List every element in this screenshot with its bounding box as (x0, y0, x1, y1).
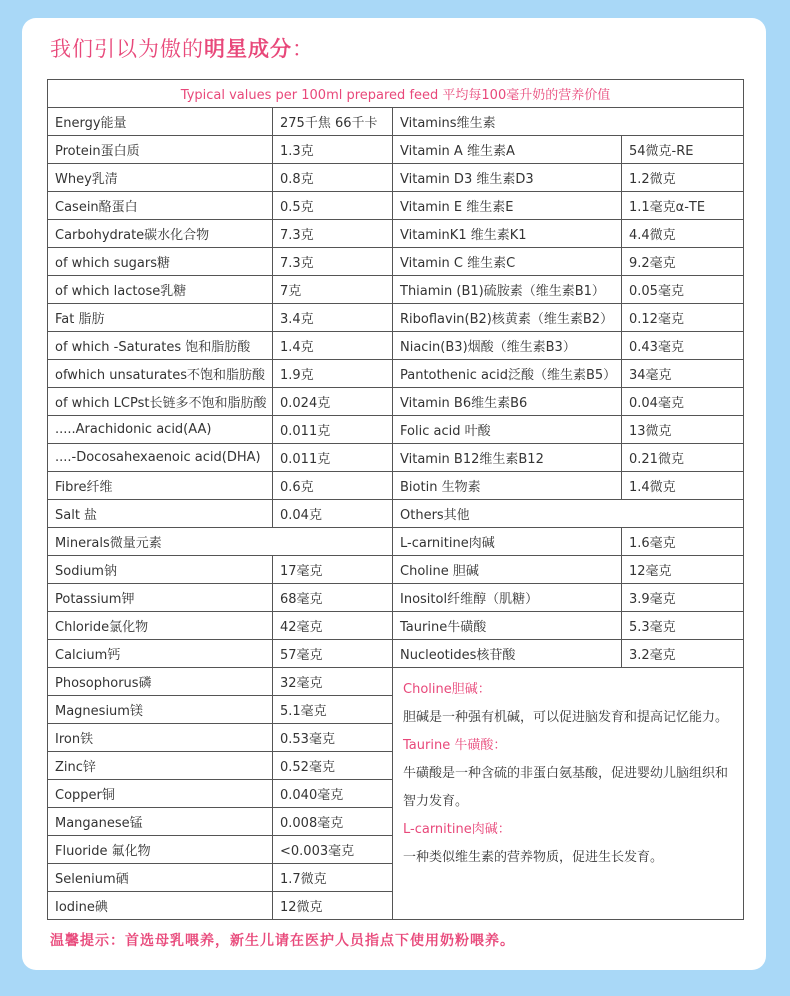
table-row (48, 500, 744, 528)
nutrient-value: 0.8克 (273, 164, 393, 192)
nutrient-value: 1.4克 (273, 332, 393, 360)
vitamin-value: 1.2微克 (622, 164, 744, 192)
table-row (48, 612, 744, 640)
mineral-label: Zinc锌 (48, 752, 273, 780)
vitamin-value: 9.2毫克 (622, 248, 744, 276)
other-value: 12毫克 (622, 556, 744, 584)
vitamin-value: 54微克-RE (622, 136, 744, 164)
mineral-value: 0.52毫克 (273, 752, 393, 780)
table-row (48, 192, 744, 220)
mineral-label: Chloride氯化物 (48, 612, 273, 640)
vitamin-label: Pantothenic acid泛酸（维生素B5） (393, 360, 622, 388)
mineral-value: 0.53毫克 (273, 724, 393, 752)
table-row (48, 164, 744, 192)
table-row (48, 640, 744, 668)
table-row (48, 528, 744, 556)
vitamin-value: 1.1毫克α-TE (622, 192, 744, 220)
table-row (48, 108, 744, 136)
vitamin-label: VitaminK1 维生素K1 (393, 220, 622, 248)
vitamin-value: 0.12毫克 (622, 304, 744, 332)
nutrient-label: ofwhich unsaturates不饱和脂肪酸 (48, 360, 273, 388)
vitamin-value: 0.04毫克 (622, 388, 744, 416)
mineral-label: Phosophorus磷 (48, 668, 273, 696)
nutrient-value: 0.04克 (273, 500, 393, 528)
table-row (48, 276, 744, 304)
table-row (48, 388, 744, 416)
nutrient-label: Protein蛋白质 (48, 136, 273, 164)
table-row (48, 80, 744, 108)
vitamin-label: Thiamin (B1)硫胺素（维生素B1） (393, 276, 622, 304)
other-label: L-carnitine肉碱 (393, 528, 622, 556)
mineral-label: Potassium钾 (48, 584, 273, 612)
vitamin-label: Vitamin E 维生素E (393, 192, 622, 220)
nutrient-label: of which lactose乳糖 (48, 276, 273, 304)
table-row (48, 220, 744, 248)
mineral-value: 1.7微克 (273, 864, 393, 892)
nutrient-label: .....Arachidonic acid(AA) (48, 416, 273, 444)
note-text: 一种类似维生素的营养物质，促进生长发育。 (403, 850, 664, 865)
table-row (48, 332, 744, 360)
table-row (48, 472, 744, 500)
vitamin-label: Folic acid 叶酸 (393, 416, 622, 444)
mineral-value: <0.003毫克 (273, 836, 393, 864)
nutrient-value: 0.6克 (273, 472, 393, 500)
footer-tip: 温馨提示：首选母乳喂养，新生儿请在医护人员指点下使用奶粉喂养。 (50, 933, 515, 949)
mineral-value: 42毫克 (273, 612, 393, 640)
other-value: 3.2毫克 (622, 640, 744, 668)
mineral-label: Iodine碘 (48, 892, 273, 920)
others-header: Others其他 (393, 500, 744, 528)
mineral-label: Manganese锰 (48, 808, 273, 836)
energy-value: 275千焦 66千卡 (273, 108, 393, 136)
nutrient-value: 1.3克 (273, 136, 393, 164)
mineral-label: Sodium钠 (48, 556, 273, 584)
vitamin-value: 1.4微克 (622, 472, 744, 500)
other-label: Inositol纤维醇（肌糖） (393, 584, 622, 612)
other-value: 5.3毫克 (622, 612, 744, 640)
mineral-value: 17毫克 (273, 556, 393, 584)
vitamin-value: 13微克 (622, 416, 744, 444)
note-heading: L-carnitine肉碱： (403, 822, 511, 837)
nutrition-table (47, 79, 744, 920)
nutrient-value: 0.5克 (273, 192, 393, 220)
table-row (48, 668, 744, 696)
vitamin-label: Riboflavin(B2)核黄素（维生素B2） (393, 304, 622, 332)
mineral-value: 0.008毫克 (273, 808, 393, 836)
vitamins-header: Vitamins维生素 (393, 108, 744, 136)
nutrient-value: 0.011克 (273, 416, 393, 444)
mineral-value: 32毫克 (273, 668, 393, 696)
vitamin-value: 34毫克 (622, 360, 744, 388)
table-row (48, 584, 744, 612)
nutrient-value: 1.9克 (273, 360, 393, 388)
nutrient-value: 7克 (273, 276, 393, 304)
nutrient-label: Salt 盐 (48, 500, 273, 528)
ingredient-notes (393, 668, 744, 920)
mineral-label: Calcium钙 (48, 640, 273, 668)
page-title-emphasis: 明星成分 (204, 37, 292, 61)
vitamin-label: Vitamin C 维生素C (393, 248, 622, 276)
table-row (48, 556, 744, 584)
other-value: 3.9毫克 (622, 584, 744, 612)
table-row (48, 360, 744, 388)
table-row (48, 136, 744, 164)
energy-label: Energy能量 (48, 108, 273, 136)
nutrient-label: Carbohydrate碳水化合物 (48, 220, 273, 248)
nutrient-label: Whey乳清 (48, 164, 273, 192)
nutrient-value: 7.3克 (273, 220, 393, 248)
note-heading: Taurine 牛磺酸： (403, 738, 507, 753)
nutrient-label: of which LCPst长链多不饱和脂肪酸 (48, 388, 273, 416)
vitamin-value: 0.43毫克 (622, 332, 744, 360)
nutrient-label: Fibre纤维 (48, 472, 273, 500)
other-label: Choline 胆碱 (393, 556, 622, 584)
table-row (48, 304, 744, 332)
nutrient-value: 3.4克 (273, 304, 393, 332)
mineral-value: 68毫克 (273, 584, 393, 612)
table-row (48, 444, 744, 472)
other-value: 1.6毫克 (622, 528, 744, 556)
nutrient-value: 7.3克 (273, 248, 393, 276)
mineral-label: Selenium硒 (48, 864, 273, 892)
vitamin-value: 0.05毫克 (622, 276, 744, 304)
mineral-value: 0.040毫克 (273, 780, 393, 808)
vitamin-value: 0.21微克 (622, 444, 744, 472)
mineral-value: 5.1毫克 (273, 696, 393, 724)
vitamin-value: 4.4微克 (622, 220, 744, 248)
vitamin-label: Vitamin B6维生素B6 (393, 388, 622, 416)
note-text: 牛磺酸是一种含硫的非蛋白氨基酸，促进婴幼儿脑组织和智力发育。 (403, 766, 729, 809)
nutrient-label: ....-Docosahexaenoic acid(DHA) (48, 444, 273, 472)
vitamin-label: Niacin(B3)烟酸（维生素B3） (393, 332, 622, 360)
mineral-value: 12微克 (273, 892, 393, 920)
nutrient-value: 0.011克 (273, 444, 393, 472)
mineral-label: Fluoride 氟化物 (48, 836, 273, 864)
other-label: Taurine牛磺酸 (393, 612, 622, 640)
vitamin-label: Vitamin A 维生素A (393, 136, 622, 164)
nutrient-label: Casein酪蛋白 (48, 192, 273, 220)
vitamin-label: Vitamin B12维生素B12 (393, 444, 622, 472)
note-heading: Choline胆碱： (403, 682, 491, 697)
mineral-label: Copper铜 (48, 780, 273, 808)
nutrient-label: of which sugars糖 (48, 248, 273, 276)
other-label: Nucleotides核苷酸 (393, 640, 622, 668)
table-row (48, 416, 744, 444)
table-row (48, 248, 744, 276)
nutrient-value: 0.024克 (273, 388, 393, 416)
note-text: 胆碱是一种强有机碱，可以促进脑发育和提高记忆能力。 (403, 710, 729, 725)
nutrient-label: of which -Saturates 饱和脂肪酸 (48, 332, 273, 360)
page-title: 我们引以为傲的明星成分： (50, 37, 314, 61)
mineral-label: Magnesium镁 (48, 696, 273, 724)
vitamin-label: Biotin 生物素 (393, 472, 622, 500)
mineral-value: 57毫克 (273, 640, 393, 668)
table-caption: Typical values per 100ml prepared feed 平均每100毫升奶的营养价值 (48, 80, 744, 108)
vitamin-label: Vitamin D3 维生素D3 (393, 164, 622, 192)
nutrient-label: Fat 脂肪 (48, 304, 273, 332)
minerals-header: Minerals微量元素 (48, 528, 393, 556)
mineral-label: Iron铁 (48, 724, 273, 752)
